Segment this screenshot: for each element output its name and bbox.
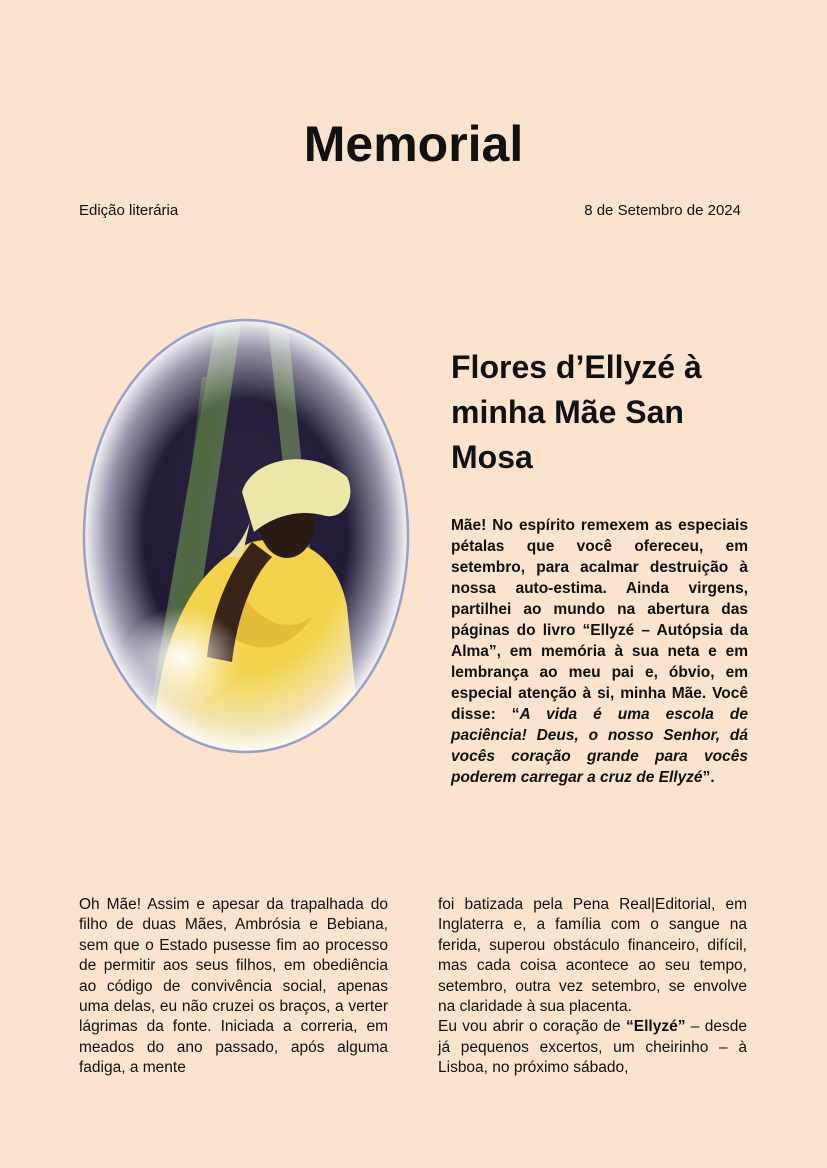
body-column-right: [438, 895, 747, 1079]
body-paragraph: [438, 1017, 747, 1078]
body-paragraph: foi batizada pela Pena Real|Editorial, em Inglaterra e, a família com o sangue na ferida, superou obstáculo financeiro, difícil, mas cada coisa acontece ao seu tempo, setembro, outra vez setembro, se envolve na claridade à sua placenta.: [438, 896, 747, 1016]
article-intro: [451, 515, 748, 788]
issue-date: 8 de Setembro de 2024: [584, 202, 741, 219]
page-title: Memorial: [303, 116, 524, 172]
intro-text-end: ”.: [702, 769, 715, 786]
mother-portrait-photo: [82, 317, 410, 755]
body-text: – desde já pequenos excertos, um cheirinho – à Lisboa, no próximo sábado,: [438, 1018, 747, 1077]
body-text: Eu vou abrir o coração de: [438, 1018, 626, 1036]
book-title: “Ellyzé”: [626, 1018, 686, 1036]
body-column-left: Oh Mãe! Assim e apesar da trapalhada do filho de duas Mães, Ambrósia e Bebiana, sem que o Estado pusesse fim ao processo de permitir aos seus filhos, em obediência ao código de convivência social, apenas uma delas, eu não cruzei os braços, a verter lágrimas da fonte. Iniciada a correria, em meados do ano passado, após alguma fadiga, a mente: [79, 896, 388, 1077]
article-headline: Flores d’Ellyzé à minha Mãe San Mosa: [451, 349, 702, 475]
edition-label: Edição literária: [79, 202, 179, 219]
intro-text: Mãe! No espírito remexem as especiais pétalas que você ofereceu, em setembro, para acalmar destruição à nossa auto-estima. Ainda virgens, partilhei ao mundo na abertura das páginas do livro “Ellyzé – Autópsia da Alma”, em memória à sua neta e em lembrança ao meu pai e, óbvio, em especial atenção à si, minha Mãe. Você disse: “: [451, 517, 748, 723]
intro-quote: A vida é uma escola de paciência! Deus, o nosso Senhor, dá vocês coração grande para vocês poderem carregar a cruz de Ellyzé: [451, 706, 748, 786]
